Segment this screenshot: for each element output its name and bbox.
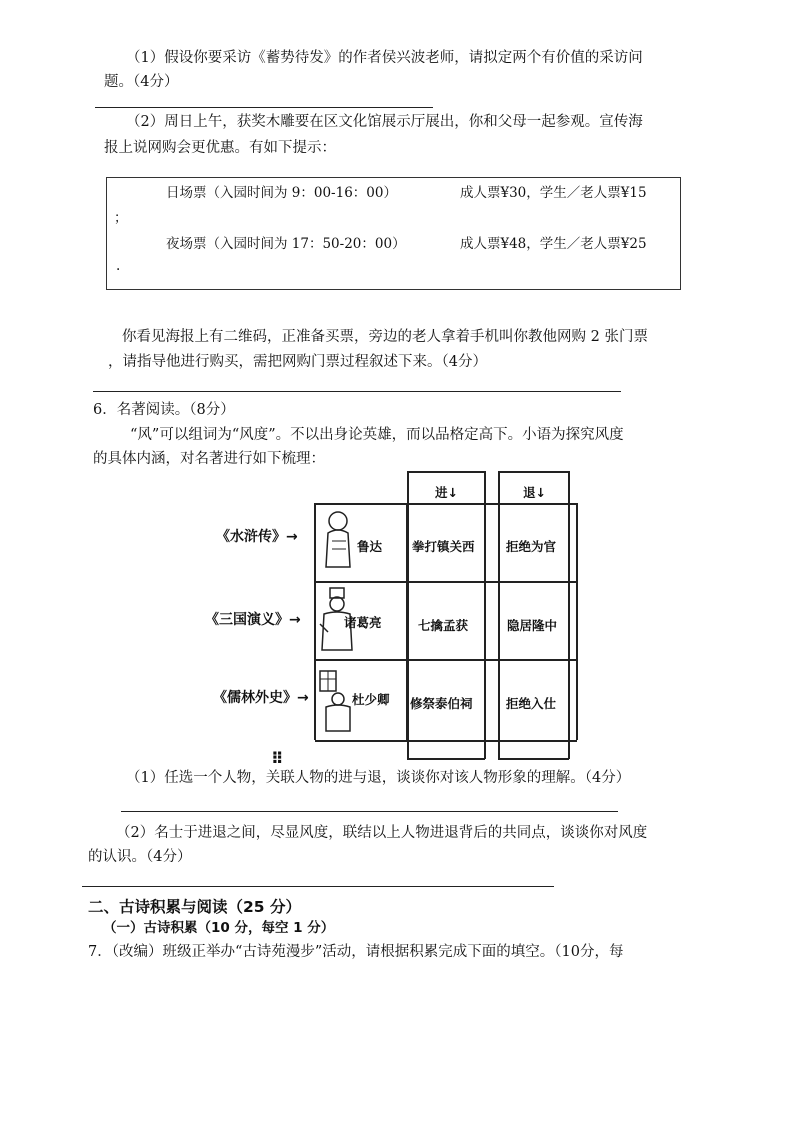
header-retreat: 退↓: [523, 485, 546, 500]
q6-sub2-line2: 的认识。（4分）: [88, 849, 192, 865]
q5-p1-line1: （1）假设你要采访《蓄势待发》的作者侯兴波老师，请拟定两个有价值的采访问: [126, 50, 643, 66]
q7-text: 7．（改编）班级正举办“古诗苑漫步”活动，请根据积累完成下面的填空。（10分，每: [88, 944, 624, 960]
section2-title: 二、古诗积累与阅读（25 分）: [88, 898, 301, 916]
retreat-cell: 拒绝入仕: [506, 696, 557, 711]
luda-portrait-icon: [320, 507, 358, 575]
q6-sub1: （1）任选一个人物，关联人物的进与退，谈谈你对该人物形象的理解。（4分）: [126, 770, 631, 786]
ticket-day-price: 成人票¥30，学生／老人票¥15: [460, 185, 647, 201]
header-advance: 进↓: [435, 485, 458, 500]
ticket-night-price: 成人票¥48，学生／老人票¥25: [460, 236, 647, 252]
q5-p3-line2: ，请指导他进行购买，需把网购门票过程叙述下来。（4分）: [108, 354, 487, 370]
retreat-cell: 拒绝为官: [506, 539, 557, 554]
book-label: 《儒林外史》→: [213, 690, 309, 706]
q6-sub2-line1: （2）名士于进退之间，尽显风度，联结以上人物进退背后的共同点，谈谈你对风度: [116, 825, 648, 841]
q5-p2-line1: （2）周日上午，获奖木雕要在区文化馆展示厅展出，你和父母一起参观。宣传海: [126, 114, 643, 130]
q5-p2-line2: 报上说网购会更优惠。有如下提示：: [104, 140, 336, 156]
book-label: 《水浒传》→: [216, 529, 298, 545]
ticket-day-end: ；: [114, 210, 128, 226]
q6-intro-line1: “风”可以组词为“风度”。不以出身论英雄，而以品格定高下。小语为探究风度: [130, 427, 624, 443]
person-name: 诸葛亮: [344, 615, 382, 630]
q5-p1-line2: 题。（4分）: [104, 74, 179, 90]
ellipsis-dots: ⠿: [271, 749, 284, 768]
person-name: 鲁达: [357, 539, 383, 554]
q5-p3-line1: 你看见海报上有二维码，正准备买票，旁边的老人拿着手机叫你教他网购 2 张门票: [122, 329, 648, 345]
advance-cell: 修祭泰伯祠: [410, 696, 473, 711]
dushaoqing-portrait-icon: [318, 665, 354, 737]
answer-line: [121, 811, 618, 812]
book-label: 《三国演义》→: [205, 612, 301, 628]
retreat-cell: 隐居隆中: [507, 618, 558, 633]
advance-cell: 七擒孟获: [418, 618, 469, 633]
ticket-night-end: .: [116, 258, 121, 274]
person-name: 杜少卿: [352, 692, 390, 707]
section2-subtitle: （一）古诗积累（10 分，每空 1 分）: [103, 920, 335, 936]
answer-line: [82, 886, 554, 887]
q6-intro-line2: 的具体内涵，对名著进行如下梳理：: [93, 451, 325, 467]
advance-cell: 拳打镇关西: [412, 539, 475, 554]
ticket-day-label: 日场票（入园时间为 9：00-16：00）: [166, 185, 397, 201]
q6-title: 6．名著阅读。（8分）: [93, 402, 235, 418]
ticket-night-label: 夜场票（入园时间为 17：50-20：00）: [166, 236, 406, 252]
